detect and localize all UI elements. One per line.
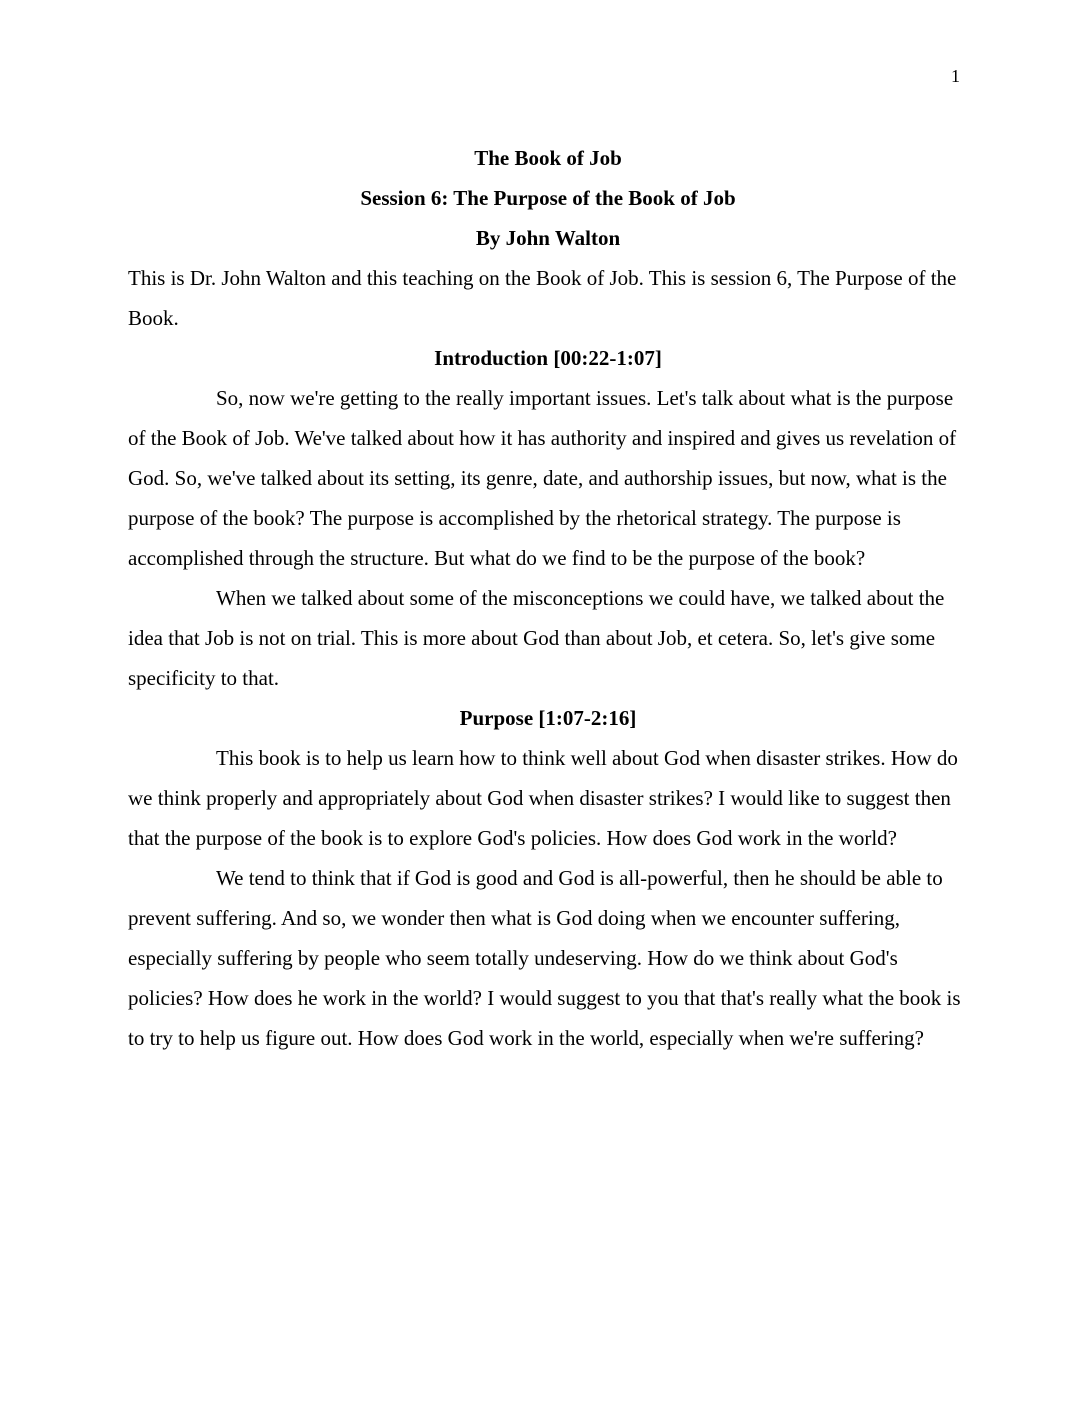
document-body — [128, 138, 968, 1058]
paragraph: We tend to think that if God is good and God is all-powerful, then he should be able to prevent suffering. And so, we wonder then what is God doing when we encounter suffering, especially suffering by people who seem totally undeserving. How do we think about God's policies? How does he work in the world? I would suggest to you that that's really what the book is to try to help us figure out. How does God work in the world, especially when we're suffering? — [128, 866, 961, 1050]
page-number: 1 — [951, 66, 960, 86]
section-heading-introduction: Introduction [00:22-1:07] — [434, 346, 662, 370]
paragraph: So, now we're getting to the really important issues. Let's talk about what is the purpose of the Book of Job. We've talked about how it has authority and inspired and gives us revelation of God. So, we've talked about its setting, its genre, date, and authorship issues, but now, what is the purpose of the book? The purpose is accomplished by the rhetorical strategy. The purpose is accomplished through the structure. But what do we find to be the purpose of the book? — [128, 386, 957, 570]
section-heading-purpose: Purpose [1:07-2:16] — [459, 706, 637, 730]
intro-paragraph: This is Dr. John Walton and this teaching on the Book of Job. This is session 6, The Purpose of the Book. — [128, 266, 957, 330]
paragraph: When we talked about some of the misconceptions we could have, we talked about the idea that Job is not on trial. This is more about God than about Job, et cetera. So, let's give some specificity to that. — [128, 586, 945, 690]
author-line: By John Walton — [475, 226, 621, 250]
paragraph: This book is to help us learn how to think well about God when disaster strikes. How do we think properly and appropriately about God when disaster strikes? I would like to suggest then that the purpose of the book is to explore God's policies. How does God work in the world? — [128, 746, 958, 850]
session-title: Session 6: The Purpose of the Book of Job — [360, 186, 736, 210]
document-title: The Book of Job — [474, 146, 622, 170]
